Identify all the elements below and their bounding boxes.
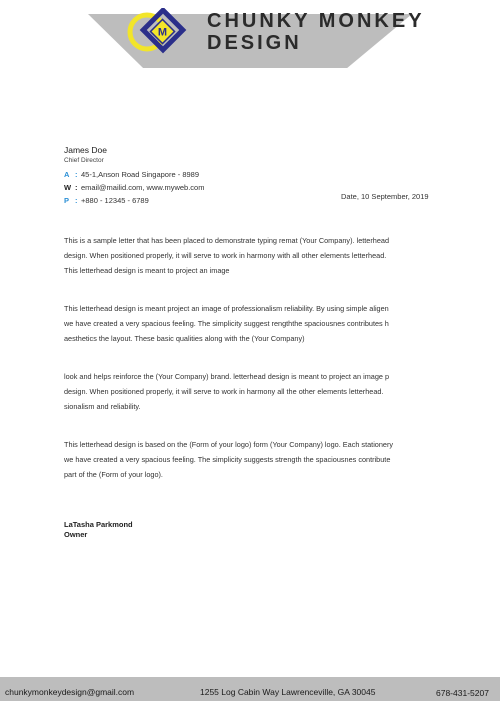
body-paragraph	[64, 301, 436, 346]
contact-row	[64, 168, 204, 181]
sender-block	[64, 144, 204, 207]
body-line: we have created a very spacious feeling. The simplicity suggests strength the spaciousnes contribute	[64, 455, 391, 464]
contact-separator: :	[75, 183, 78, 192]
footer-band	[0, 677, 500, 701]
contact-value: +880 - 12345 - 6789	[81, 196, 149, 205]
body-paragraph	[64, 233, 436, 278]
footer-address: 1255 Log Cabin Way Lawrenceville, GA 30045	[200, 687, 376, 697]
contact-row	[64, 181, 204, 194]
body-line: This letterhead design is meant to project an image	[64, 266, 230, 275]
letter-body	[64, 233, 436, 505]
body-paragraph	[64, 369, 436, 414]
contact-key: W	[64, 183, 72, 192]
contact-key: A	[64, 170, 70, 179]
brand-line-2: DESIGN	[207, 32, 302, 54]
body-paragraph	[64, 437, 436, 482]
signatory-title: Owner	[64, 530, 88, 539]
contact-row	[64, 194, 204, 207]
contact-list	[64, 168, 204, 207]
company-logo	[125, 8, 207, 56]
logo-letter: M	[157, 26, 168, 39]
body-line: This letterhead design is based on the (Form of your logo) form (Your Company) logo. Each stationery	[64, 440, 394, 449]
body-line: part of the (Form of your logo).	[64, 470, 163, 479]
contact-separator: :	[75, 170, 78, 179]
body-line: design. When positioned properly, it will serve to work in harmony all the other elements letterhead.	[64, 387, 384, 396]
signatory-name: LaTasha Parkmond	[64, 520, 133, 529]
body-line: sionalism and reliability.	[64, 402, 141, 411]
sender-name: James Doe	[64, 145, 107, 155]
body-line: design. When positioned properly, it will serve to work in harmony with all other elements letterhead.	[64, 251, 387, 260]
letter-date: Date, 10 September, 2019	[341, 192, 429, 201]
footer-email: chunkymonkeydesign@gmail.com	[5, 687, 135, 697]
body-line: aesthetics the layout. These basic qualities along with the (Your Company)	[64, 334, 305, 343]
contact-value: 45-1,Anson Road Singapore - 8989	[81, 170, 200, 179]
brand-line-1: CHUNKY MONKEY	[207, 10, 425, 32]
body-line: we have created a very spacious feeling. The simplicity suggest rengththe spaciousnes contributes h	[64, 319, 389, 328]
body-line: This is a sample letter that has been placed to demonstrate typing remat (Your Company). letterhead	[64, 236, 390, 245]
sender-title: Chief Director	[64, 157, 104, 164]
body-line: look and helps reinforce the (Your Company) brand. letterhead design is meant to project an image p	[64, 372, 390, 381]
contact-value: email@mailid.com, www.myweb.com	[81, 183, 205, 192]
footer-phone: 678-431-5207	[436, 688, 489, 698]
body-line: This letterhead design is meant project an image of professionalism reliability. By using simple aligen	[64, 304, 389, 313]
contact-separator: :	[75, 196, 78, 205]
brand-name	[207, 10, 425, 54]
signature-block	[64, 520, 133, 540]
contact-key: P	[64, 196, 70, 205]
